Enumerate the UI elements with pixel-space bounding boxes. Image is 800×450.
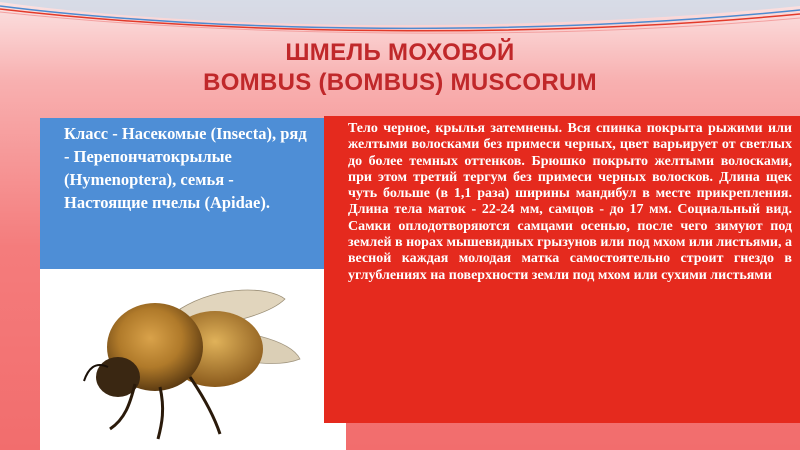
title-line-1: ШМЕЛЬ МОХОВОЙ <box>285 39 515 66</box>
page-title <box>40 38 760 98</box>
description-box <box>324 116 800 423</box>
title-line-2: BOMBUS (BOMBUS) MUSCORUM <box>203 69 597 96</box>
bumblebee-icon <box>40 269 346 450</box>
decorative-swoosh <box>0 0 800 40</box>
classification-box <box>40 118 324 269</box>
classification-text: Класс - Насекомые (Insecta), ряд - Перепончатокрылые (Hymenoptera), семья - Настоящие пчелы (Apidae). <box>64 124 307 212</box>
bumblebee-image <box>40 269 346 450</box>
description-text: Тело черное, крылья затемнены. Вся спинка покрыта рыжими или желтыми волосками без примеси черных, цвет варьирует от светлых до более темных оттенков. Брюшко покрыто желтыми волосками, при этом третий тергум без примеси черных волосков. Длина щек чуть больше (в 1,1 раза) ширины мандибул в месте прикрепления. Длина тела маток - 22-24 мм, самцов - до 17 мм. Социальный вид. Самки оплодотворяются самцами осенью, после чего зимуют под землей в норах мышевидных грызунов или под мхом или листьями, а весной каждая молодая матка самостоятельно строит гнездо в углублениях на поверхности земли под мхом или сухими листьями <box>348 121 792 283</box>
